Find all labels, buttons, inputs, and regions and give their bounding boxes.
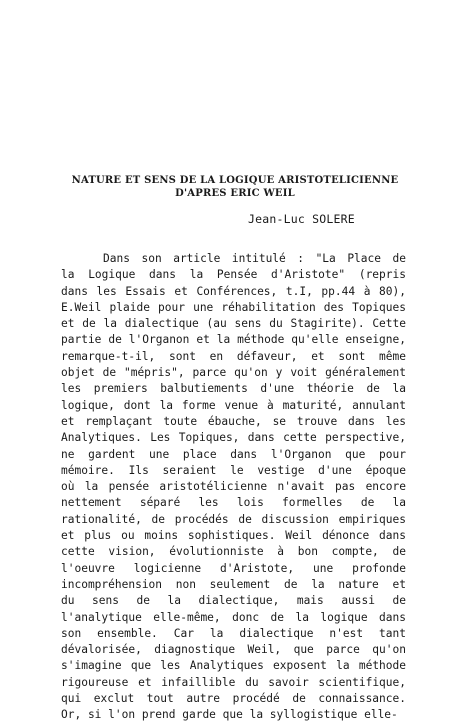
article-title-line-1: NATURE ET SENS DE LA LOGIQUE ARISTOTELICIENNE (71, 175, 399, 186)
author-name: Jean-Luc SOLERE (248, 212, 355, 226)
body-line: logique, dont la forme venue à maturité, annulant (61, 398, 406, 412)
body-line: rationalité, de procédés de discussion empiriques (61, 512, 406, 526)
body-line: Or, si l'on prend garde que la syllogistique elle- (61, 708, 398, 722)
body-line: et plus ou moins sophistiques. Weil dénonce dans (61, 529, 406, 543)
body-line: l'analytique elle-même, donc de la logique dans (61, 610, 406, 624)
body-line: et de la dialectique (au sens du Stagirite). Cette (61, 317, 406, 331)
body-line: rigoureuse et infaillible du savoir scientifique, (61, 675, 406, 689)
body-line: Dans son article intitulé : "La Place de (103, 252, 406, 265)
body-line: ne gardent une place dans l'Organon que pour (61, 447, 406, 461)
body-line: incompréhension non seulement de la nature et (61, 577, 406, 591)
body-line: Analytiques. Les Topiques, dans cette perspective, (61, 431, 406, 445)
body-line: du sens de la dialectique, mais aussi de (61, 594, 406, 608)
body-line: remarque-t-il, sont en défaveur, et sont même (61, 349, 406, 363)
body-line: dans les Essais et Conférences, t.I, pp.44 à 80), (61, 284, 406, 298)
body-line: partie de l'Organon et la méthode qu'elle enseigne, (61, 333, 406, 347)
body-line: et remplaçant toute ébauche, se trouve dans les (61, 414, 406, 428)
body-line: son ensemble. Car la dialectique n'est tant (61, 626, 406, 640)
body-line: nettement séparé les lois formelles de la (61, 496, 406, 510)
body-line: la Logique dans la Pensée d'Aristote" (repris (61, 268, 406, 282)
body-line: mémoire. Ils seraient le vestige d'une époque (61, 463, 406, 477)
body-line: s'imagine que les Analytiques exposent la méthode (61, 659, 406, 673)
body-line: qui exclut tout autre procédé de connaissance. (61, 692, 406, 706)
article-title-line-2: D'APRES ERIC WEIL (175, 188, 295, 199)
body-paragraph (61, 251, 406, 724)
body-line: objet de "mépris", parce qu'on y voit généralement (61, 366, 406, 380)
body-line: cette vision, évolutionniste à bon compte, de (61, 545, 406, 559)
body-line: l'oeuvre logicienne d'Aristote, une profonde (61, 561, 406, 575)
body-line: les premiers balbutiements d'une théorie de la (61, 382, 406, 396)
body-line: où la pensée aristotélicienne n'avait pas encore (61, 480, 406, 494)
body-line: E.Weil plaide pour une réhabilitation des Topiques (61, 300, 406, 314)
body-line: dévalorisée, diagnostique Weil, que parce qu'on (61, 643, 406, 657)
